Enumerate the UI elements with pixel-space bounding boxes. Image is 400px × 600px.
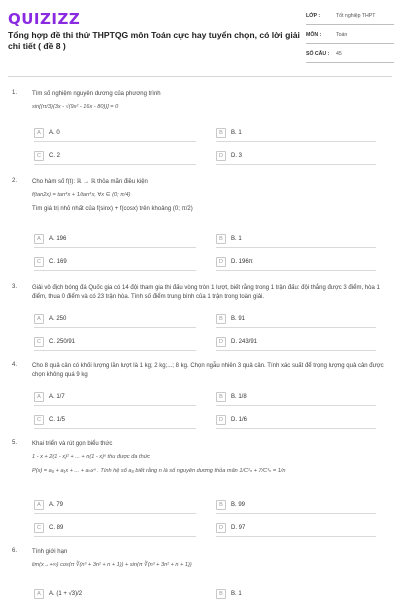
option-text: D. 196π: [231, 258, 253, 265]
question-text: Cho hàm số f(t): ℝ → ℝ thỏa mãn điều kiện: [32, 179, 148, 185]
option-b[interactable]: [216, 499, 245, 510]
option-a[interactable]: [34, 588, 82, 599]
option-d[interactable]: [216, 414, 247, 425]
option-divider: [216, 247, 376, 248]
question-text: Tìm giá trị nhỏ nhất của f(sinx) + f(cosx) trên khoảng (0; π/2): [32, 206, 193, 212]
question-body: [32, 362, 388, 383]
meta-label: LỚP :: [306, 13, 321, 19]
question-text: Giải vô địch bóng đá Quốc gia có 14 đội tham gia thi đấu vòng tròn 1 lượt, biết rằng trong 1 trận đấu: đội thắng được 3 điểm, hòa 1 điểm, thua 0 điểm và có 23 trận hòa. Tính số điểm trung bình của 1 trận trong toàn giải.: [32, 285, 380, 300]
option-letter-box: D: [216, 151, 226, 161]
option-a[interactable]: [34, 233, 66, 244]
option-letter-box: B: [216, 500, 226, 510]
quizizz-logo: QUIZIZZ: [8, 10, 81, 28]
option-d[interactable]: [216, 336, 257, 347]
option-text: D. 1/6: [231, 416, 248, 423]
option-divider: [216, 164, 376, 165]
option-letter-box: D: [216, 257, 226, 267]
question-body: [32, 284, 388, 305]
option-text: D. 243/91: [231, 338, 258, 345]
option-letter-box: B: [216, 234, 226, 244]
option-letter-box: A: [34, 500, 44, 510]
option-text: C. 250/91: [49, 338, 76, 345]
option-c[interactable]: [34, 414, 65, 425]
question-number: 1.: [12, 90, 18, 96]
option-text: B. 1/8: [231, 393, 247, 400]
option-divider: [34, 164, 196, 165]
option-text: B. 1: [231, 129, 242, 136]
question-number: 3.: [12, 284, 18, 290]
option-divider: [34, 350, 196, 351]
option-a[interactable]: [34, 391, 65, 402]
question-number: 6.: [12, 548, 18, 554]
option-divider: [34, 247, 196, 248]
option-divider: [216, 536, 376, 537]
option-letter-box: A: [34, 589, 44, 599]
option-divider: [34, 405, 196, 406]
option-text: A. 250: [49, 315, 67, 322]
option-b[interactable]: [216, 391, 247, 402]
option-letter-box: C: [34, 523, 44, 533]
question-formula: lim(x→+∞) cos(π ∛(n³ + 3n² + n + 1)) + sin(π ∛(n³ + 3n² + n + 1)): [32, 561, 192, 568]
option-divider: [34, 141, 196, 142]
option-letter-box: D: [216, 415, 226, 425]
option-letter-box: C: [34, 151, 44, 161]
option-text: C. 1/5: [49, 416, 66, 423]
option-b[interactable]: [216, 233, 242, 244]
option-divider: [216, 428, 376, 429]
meta-row-count: [306, 50, 394, 63]
option-letter-box: C: [34, 415, 44, 425]
question-formula: 1 - x + 2(1 - x)² + ... + n(1 - x)ⁿ thu được đa thức: [32, 453, 151, 460]
option-text: A. 196: [49, 235, 67, 242]
question-text: Tính giới hạn: [32, 549, 68, 555]
question-text: Tìm số nghiệm nguyên dương của phương trình: [32, 91, 161, 97]
question-number: 2.: [12, 178, 18, 184]
option-divider: [34, 270, 196, 271]
option-letter-box: A: [34, 128, 44, 138]
option-letter-box: A: [34, 234, 44, 244]
question-body: [32, 440, 388, 482]
option-text: B. 1: [231, 590, 242, 597]
header-divider: [8, 76, 392, 77]
option-d[interactable]: [216, 256, 253, 267]
question-formula: sin[(π/3)(3x - √(9x² - 16x - 80))] = 0: [32, 103, 119, 110]
option-text: A. (1 + √3)/2: [49, 590, 83, 597]
option-text: B. 91: [231, 315, 246, 322]
option-text: C. 89: [49, 524, 64, 531]
meta-value: Tốt nghiệp THPT: [336, 13, 376, 19]
question-formula: f(tan2x) = tan⁴x + 1/tan⁴x, ∀x ∈ (0; π/4): [32, 191, 131, 198]
option-divider: [34, 536, 196, 537]
option-c[interactable]: [34, 256, 67, 267]
option-letter-box: C: [34, 337, 44, 347]
meta-panel: [306, 12, 394, 69]
option-text: A. 79: [49, 501, 64, 508]
meta-label: SỐ CÂU :: [306, 51, 330, 57]
option-letter-box: D: [216, 523, 226, 533]
question-body: [32, 90, 388, 117]
meta-value: Toán: [336, 32, 348, 38]
option-letter-box: B: [216, 128, 226, 138]
document-header: [0, 0, 400, 78]
option-c[interactable]: [34, 336, 75, 347]
question-text: Cho 8 quả cân có khối lượng lần lượt là 1 kg; 2 kg;...; 8 kg. Chọn ngẫu nhiên 3 quả cân. Tính xác suất để trọng lượng quả cân được chọn không quá 9 kg: [32, 363, 384, 378]
option-text: A. 1/7: [49, 393, 65, 400]
option-c[interactable]: [34, 150, 60, 161]
question-body: [32, 178, 388, 218]
option-letter-box: B: [216, 392, 226, 402]
option-letter-box: D: [216, 337, 226, 347]
question-formula: P(x) = a₀ + a₁x + ... + aₙxⁿ . Tính hệ số a₈ biết rằng n là số nguyên dương thỏa mãn 1/C²ₙ + 7/C³ₙ = 1/n: [32, 468, 286, 474]
meta-label: MÔN :: [306, 32, 322, 38]
option-text: D. 3: [231, 152, 243, 159]
option-d[interactable]: [216, 150, 242, 161]
option-a[interactable]: [34, 313, 66, 324]
option-b[interactable]: [216, 313, 245, 324]
option-text: C. 2: [49, 152, 61, 159]
option-text: D. 97: [231, 524, 246, 531]
question-number: 4.: [12, 362, 18, 368]
document-title: Tổng hợp đề thi thử THPTQG môn Toán cực hay tuyển chọn, có lời giải chi tiết ( đề 8 ): [8, 30, 300, 51]
option-divider: [216, 327, 376, 328]
option-divider: [216, 141, 376, 142]
option-a[interactable]: [34, 499, 63, 510]
meta-row-class: [306, 12, 394, 25]
meta-value: 45: [336, 51, 342, 57]
option-divider: [34, 428, 196, 429]
option-divider: [216, 350, 376, 351]
option-text: A. 0: [49, 129, 60, 136]
option-text: B. 1: [231, 235, 242, 242]
option-text: B. 99: [231, 501, 246, 508]
question-number: 5.: [12, 440, 18, 446]
option-divider: [216, 270, 376, 271]
option-a[interactable]: [34, 127, 60, 138]
option-d[interactable]: [216, 522, 245, 533]
option-divider: [216, 513, 376, 514]
option-letter-box: A: [34, 392, 44, 402]
option-letter-box: B: [216, 314, 226, 324]
option-c[interactable]: [34, 522, 63, 533]
option-b[interactable]: [216, 588, 242, 599]
option-divider: [216, 405, 376, 406]
option-divider: [34, 513, 196, 514]
option-b[interactable]: [216, 127, 242, 138]
question-text: Khai triển và rút gọn biểu thức: [32, 441, 113, 447]
option-text: C. 169: [49, 258, 67, 265]
option-letter-box: A: [34, 314, 44, 324]
meta-row-subject: [306, 31, 394, 44]
question-body: [32, 548, 388, 575]
option-divider: [34, 327, 196, 328]
option-letter-box: B: [216, 589, 226, 599]
option-letter-box: C: [34, 257, 44, 267]
